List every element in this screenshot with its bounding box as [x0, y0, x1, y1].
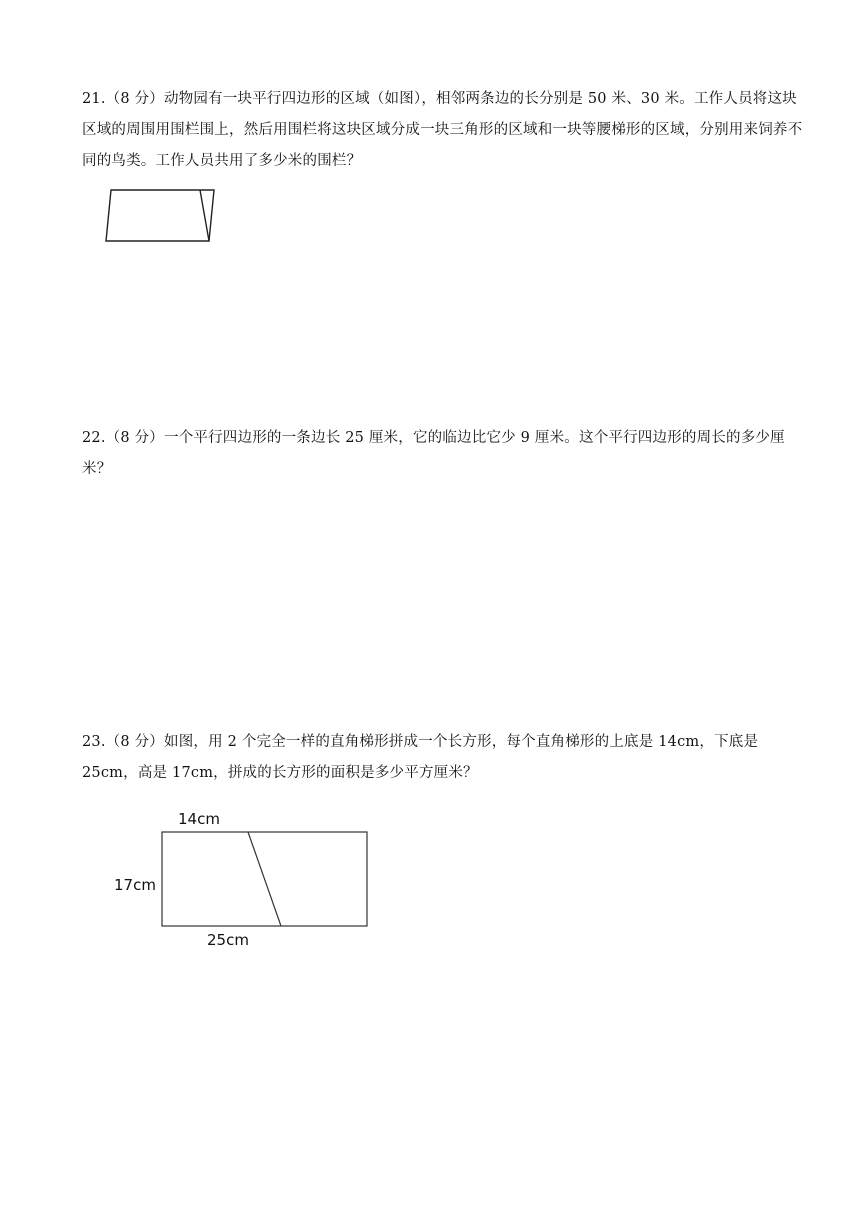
bottom-length-label: 25cm	[207, 931, 249, 949]
height-label: 17cm	[114, 876, 156, 894]
parallelogram-figure	[102, 186, 218, 246]
fence-divider-line	[200, 190, 209, 241]
question-22	[82, 423, 810, 485]
question-23-text: 23.（8 分）如图，用 2 个完全一样的直角梯形拼成一个长方形，每个直角梯形的上底是 14cm，下底是 25cm，高是 17cm，拼成的长方形的面积是多少平方厘米？	[82, 734, 759, 781]
trapezoid-split-line	[248, 832, 281, 926]
question-22-text: 22.（8 分）一个平行四边形的一条边长 25 厘米，它的临边比它少 9 厘米。这个平行四边形的周长的多少厘米？	[82, 430, 785, 477]
question-21-text: 21.（8 分）动物园有一块平行四边形的区域（如图），相邻两条边的长分别是 50 米、30 米。工作人员将这块区域的周围用围栏围上，然后用围栏将这块区域分成一块三角形的区域和一块等腰梯形的区域，分别用来饲养不同的鸟类。工作人员共用了多少米的围栏？	[82, 91, 803, 169]
question-23	[82, 727, 810, 789]
top-length-label: 14cm	[178, 810, 220, 828]
question-21	[82, 84, 810, 177]
parallelogram-outline	[106, 190, 214, 241]
rectangle-trapezoid-figure	[108, 806, 372, 958]
